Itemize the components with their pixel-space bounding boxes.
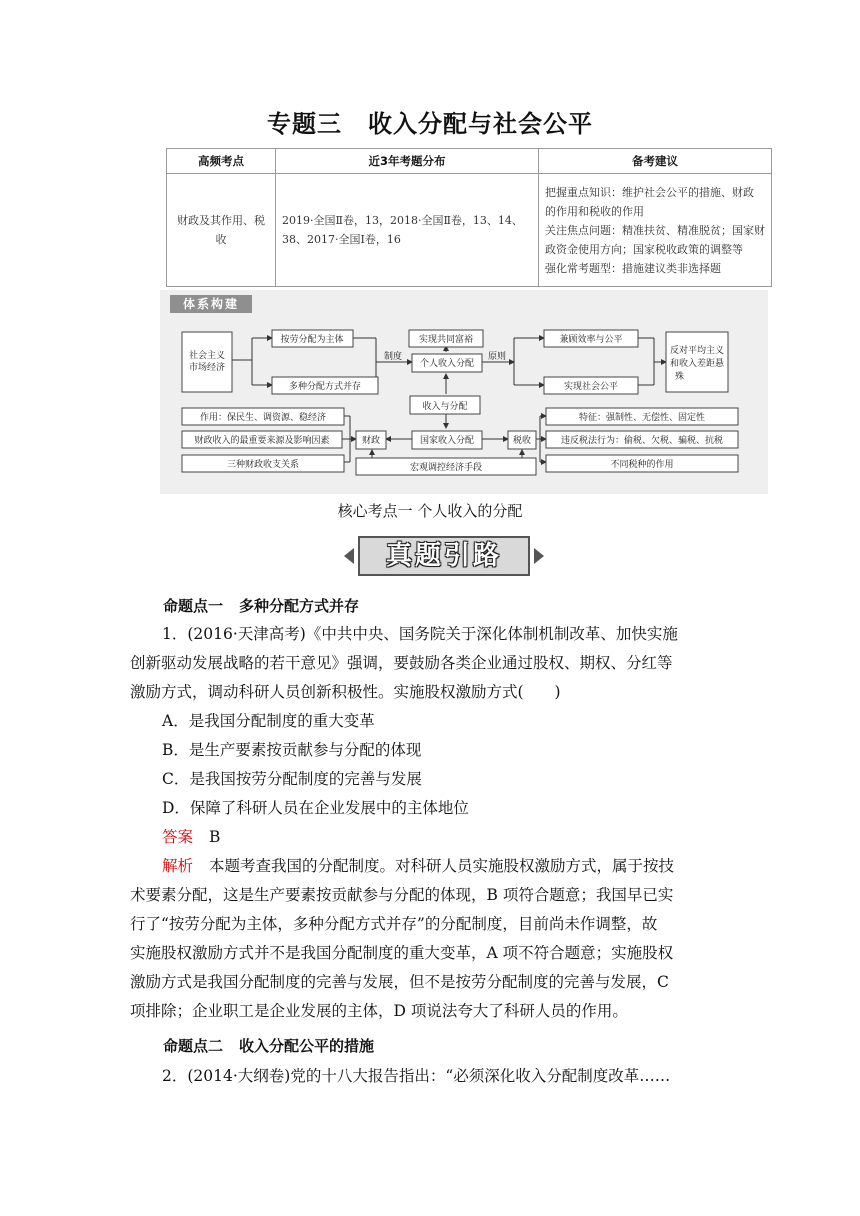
label-efficiency-fairness: 兼顾效率与公平 bbox=[559, 335, 623, 345]
cell-advice bbox=[539, 174, 772, 287]
label-finance-role: 作用：保民生、调资源、稳经济 bbox=[199, 413, 327, 423]
question-2 bbox=[130, 1062, 732, 1091]
label-income-distribution: 收入与分配 bbox=[422, 402, 468, 412]
label-tax-violations: 违反税法行为：偷税、欠税、骗税、抗税 bbox=[560, 436, 724, 446]
label-social-fairness: 实现社会公平 bbox=[563, 382, 619, 392]
point1-heading bbox=[130, 592, 732, 621]
q1-analysis-line: 术要素分配，这是生产要素按贡献参与分配的体现，B 项符合题意；我国早已实 bbox=[130, 886, 674, 904]
table-row bbox=[167, 174, 772, 287]
banner-right-arrow-icon bbox=[534, 548, 544, 564]
header-advice: 备考建议 bbox=[539, 149, 772, 174]
section-heading: 核心考点一 个人收入的分配 bbox=[337, 502, 523, 520]
question-1 bbox=[130, 620, 732, 1026]
cell-point: 财政及其作用、税收 bbox=[167, 174, 276, 287]
title-part2: 收入分配与社会公平 bbox=[368, 110, 593, 138]
label-oppose-l3: 殊 bbox=[675, 372, 685, 382]
label-personal-income: 个人收入分配 bbox=[419, 359, 475, 369]
label-three-relations: 三种财政收支关系 bbox=[226, 460, 300, 470]
label-labor-main: 按劳分配为主体 bbox=[280, 335, 344, 345]
header-point: 高频考点 bbox=[167, 149, 276, 174]
answer-value: B bbox=[209, 828, 221, 846]
point2-title: 收入分配公平的措施 bbox=[239, 1037, 375, 1055]
label-multiple-modes: 多种分配方式并存 bbox=[288, 382, 362, 392]
label-common-prosperity: 实现共同富裕 bbox=[418, 335, 474, 345]
label-oppose-l1: 反对平均主义 bbox=[669, 346, 725, 356]
banner-left-arrow-icon bbox=[344, 548, 354, 564]
cell-distribution: 2019·全国Ⅱ卷，13，2018·全国Ⅱ卷，13、14、38、2017·全国Ⅰ卷，16 bbox=[276, 174, 539, 287]
label-tax-types: 不同税种的作用 bbox=[610, 460, 674, 470]
label-macro-control: 宏观调控经济手段 bbox=[409, 463, 483, 473]
q1-line: 激励方式，调动科研人员创新积极性。实施股权激励方式( ) bbox=[130, 683, 561, 701]
diagram-heading: 体系构建 bbox=[170, 295, 252, 313]
q1-analysis-line bbox=[130, 852, 732, 881]
advice-line: 关注焦点问题：精准扶贫、精准脱贫；国家财 bbox=[545, 223, 765, 237]
label-oppose-l2: 和收入差距悬 bbox=[669, 359, 725, 369]
q2-line: 2．(2014·大纲卷)党的十八大报告指出：“必须深化收入分配制度改革…… bbox=[162, 1067, 671, 1085]
banner-text: 真题引路 bbox=[385, 541, 502, 571]
q1-analysis-line: 项排除；企业职工是企业发展的主体，D 项说法夸大了科研人员的作用。 bbox=[130, 1002, 628, 1020]
q1-analysis-line: 实施股权激励方式并不是我国分配制度的重大变革，A 项不符合题意；实施股权 bbox=[130, 944, 674, 962]
exam-overview-table bbox=[166, 148, 772, 287]
point1-label: 命题点一 bbox=[163, 597, 224, 615]
answer-label: 答案 bbox=[162, 828, 194, 846]
section-banner bbox=[344, 530, 544, 582]
label-tax-features: 特征：强制性、无偿性、固定性 bbox=[578, 413, 706, 423]
table-header-row bbox=[167, 149, 772, 174]
knowledge-system-diagram bbox=[160, 290, 768, 494]
advice-line: 的作用和税收的作用 bbox=[545, 204, 644, 218]
advice-line: 把握重点知识：维护社会公平的措施、财政 bbox=[545, 185, 754, 199]
point1-title: 多种分配方式并存 bbox=[239, 597, 360, 615]
label-finance: 财政 bbox=[361, 436, 381, 446]
label-national-distribution: 国家收入分配 bbox=[419, 436, 475, 446]
box-market-economy bbox=[182, 332, 232, 392]
label-market-l1: 社会主义 bbox=[188, 351, 226, 361]
diagram-svg bbox=[160, 290, 768, 494]
advice-line: 政资金使用方向；国家税收政策的调整等 bbox=[545, 242, 743, 256]
q1-line: 1．(2016·天津高考)《中共中央、国务院关于深化体制机制改革、加快实施 bbox=[162, 625, 678, 643]
q1-option-a: A．是我国分配制度的重大变革 bbox=[162, 712, 375, 730]
q1-option-c: C．是我国按劳分配制度的完善与发展 bbox=[162, 770, 422, 788]
q1-option-b: B．是生产要素按贡献参与分配的体现 bbox=[162, 741, 422, 759]
title-part1: 专题三 bbox=[267, 110, 342, 138]
header-distribution: 近3年考题分布 bbox=[276, 149, 539, 174]
q1-option-d: D．保障了科研人员在企业发展中的主体地位 bbox=[162, 799, 469, 817]
q1-analysis-line: 激励方式是我国分配制度的完善与发展，但不是按劳分配制度的完善与发展，C bbox=[130, 973, 669, 991]
q1-line: 创新驱动发展战略的若干意见》强调，要鼓励各类企业通过股权、期权、分红等 bbox=[130, 654, 673, 672]
label-system: 制度 bbox=[383, 352, 403, 362]
advice-line: 强化常考题型：措施建议类非选择题 bbox=[545, 261, 721, 275]
analysis-text: 本题考查我国的分配制度。对科研人员实施股权激励方式，属于按技 bbox=[209, 857, 675, 875]
q1-answer bbox=[130, 823, 732, 852]
q1-analysis-line: 行了“按劳分配为主体，多种分配方式并存”的分配制度，目前尚未作调整，故 bbox=[130, 915, 658, 933]
label-principle: 原则 bbox=[487, 352, 507, 362]
label-tax: 税收 bbox=[512, 436, 532, 446]
analysis-label: 解析 bbox=[162, 857, 194, 875]
label-market-l2: 市场经济 bbox=[188, 363, 226, 373]
point2-heading bbox=[130, 1032, 732, 1061]
point2-label: 命题点二 bbox=[163, 1037, 224, 1055]
label-finance-source: 财政收入的最重要来源及影响因素 bbox=[194, 436, 330, 446]
page-title bbox=[0, 104, 860, 139]
